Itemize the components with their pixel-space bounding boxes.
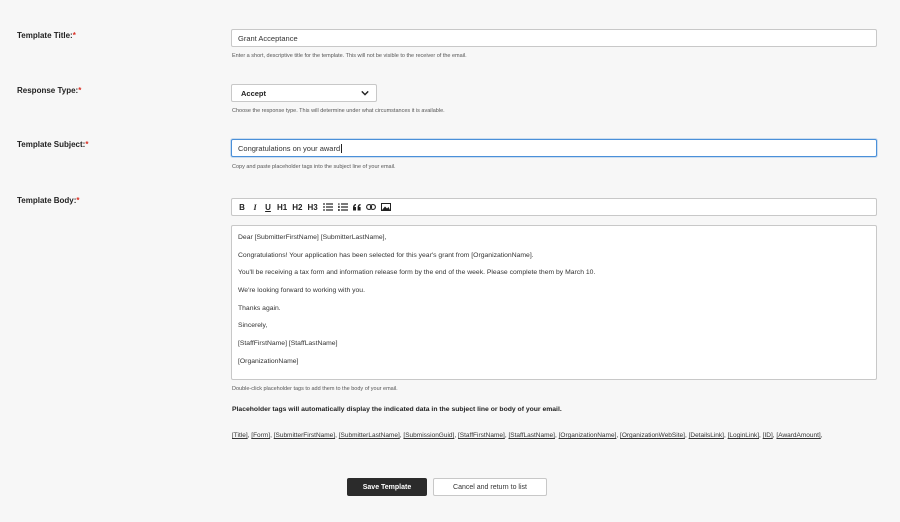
image-icon [381,203,391,211]
placeholder-tag[interactable]: [DetailsLink] [688,432,724,439]
link-icon [366,204,376,210]
body-line: Dear [SubmitterFirstName] [SubmitterLastName], [238,234,387,241]
bold-button[interactable]: B [239,202,245,212]
required-asterisk: * [85,140,89,149]
body-line: [StaffFirstName] [StaffLastName] [238,340,338,348]
quote-icon [353,204,361,211]
chevron-down-icon [361,90,369,96]
required-asterisk: * [72,31,76,40]
template-title-help: Enter a short, descriptive title for the template. This will not be visible to the receiver of the email. [232,53,467,59]
template-subject-help: Copy and paste placeholder tags into the subject line of your email. [232,164,396,170]
placeholder-tag[interactable]: [StaffLastName] [508,432,555,439]
heading1-button[interactable]: H1 [277,202,288,212]
placeholder-tag[interactable]: [OrganizationWebSite] [620,432,685,439]
template-body-help: Double-click placeholder tags to add them to the body of your email. [232,386,398,392]
bullet-list-button[interactable] [323,200,333,214]
link-button[interactable] [366,200,376,214]
placeholder-tag[interactable]: [SubmissionGuid] [403,432,455,439]
template-body-label-text: Template Body: [17,196,77,205]
placeholder-tag[interactable]: [AwardAmount] [776,432,821,439]
placeholder-tag[interactable]: [Form] [251,432,271,439]
image-button[interactable] [381,200,391,214]
placeholder-tag[interactable]: [ID] [762,432,773,439]
underline-button[interactable]: U [265,202,271,212]
template-subject-label-text: Template Subject: [17,140,86,149]
quote-button[interactable] [353,200,361,214]
placeholder-tag[interactable]: [SubmitterLastName] [338,432,400,439]
response-type-help: Choose the response type. This will determine under what circumstances it is available. [232,108,445,114]
placeholder-tag-list: [Title], [Form], [SubmitterFirstName], [SubmitterLastName], [SubmissionGuid], [StaffFirstName], [StaffLastName], [OrganizationName], [OrganizationWebSite], [DetailsLink], [LoginLink], [ID], [AwardAmount], [232,432,823,439]
body-line: Sincerely, [238,322,268,330]
placeholder-note: Placeholder tags will automatically display the indicated data in the subject line or body of your email. [232,406,562,413]
bullet-list-icon [323,203,333,211]
template-subject-value: Congratulations on your award [238,143,341,153]
template-title-input[interactable] [231,29,877,47]
required-asterisk: * [78,86,82,95]
heading2-button[interactable]: H2 [292,202,303,212]
italic-button[interactable]: I [253,202,257,212]
heading3-button[interactable]: H3 [307,202,318,212]
body-line: Congratulations! Your application has been selected for this year's grant from [OrganizationName]. [238,251,534,259]
numbered-list-button[interactable] [338,200,348,214]
placeholder-tag[interactable]: [LoginLink] [727,432,760,439]
numbered-list-icon [338,203,348,211]
template-title-value: Grant Acceptance [238,33,298,43]
template-body-editor[interactable] [231,225,877,380]
response-type-label [17,86,81,95]
required-asterisk: * [76,196,80,205]
cancel-button[interactable]: Cancel and return to list [433,478,547,496]
template-subject-input[interactable] [231,139,877,157]
placeholder-tag[interactable]: [StaffFirstName] [457,432,505,439]
body-line: We're looking forward to working with you. [238,287,365,295]
template-title-label [17,31,76,40]
template-title-label-text: Template Title: [17,31,73,40]
save-template-button[interactable]: Save Template [347,478,427,496]
template-subject-label [17,140,88,149]
placeholder-tag[interactable]: [OrganizationName] [558,432,617,439]
response-type-value: Accept [241,88,267,98]
body-line: You'll be receiving a tax form and information release form by the end of the week. Please complete them by March 10. [238,269,596,277]
template-body-label [17,196,80,205]
placeholder-tag[interactable]: [SubmitterFirstName] [273,432,336,439]
editor-toolbar [231,198,877,216]
body-line: Thanks again. [238,304,281,312]
response-type-label-text: Response Type: [17,86,79,95]
text-cursor [341,144,342,153]
body-line: [OrganizationName] [238,357,299,365]
placeholder-tag[interactable]: [Title] [232,432,248,439]
response-type-select[interactable] [231,84,377,102]
